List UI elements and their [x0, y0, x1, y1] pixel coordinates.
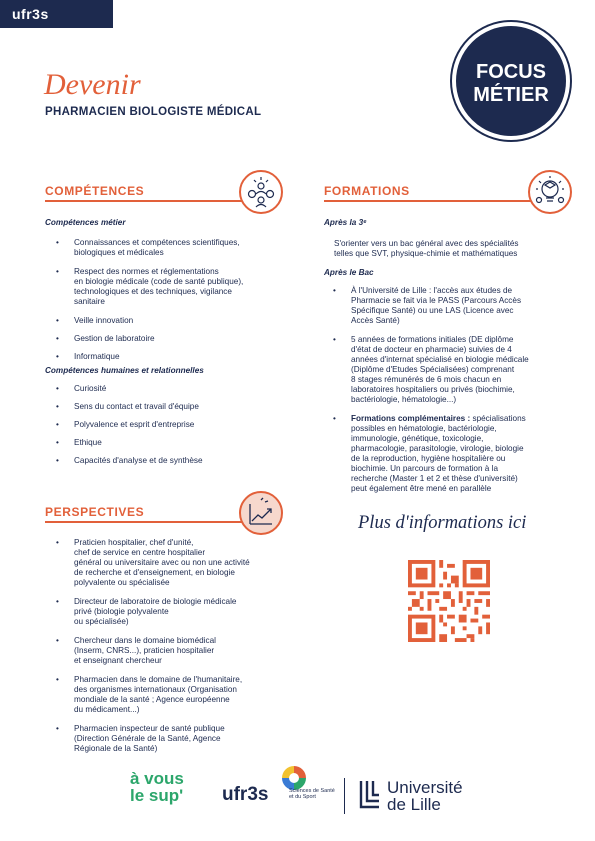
list-item	[46, 334, 286, 344]
header-tab	[0, 0, 113, 28]
formations-header	[324, 184, 572, 198]
list-item-text: Pharmacien dans le domaine de l'humanitaire, des organismes internationaux (Organisation mondiale de la santé ; Agence européenne du médicament...)	[74, 675, 243, 714]
list-item	[46, 636, 296, 666]
list-item	[323, 286, 575, 326]
list-item	[46, 352, 286, 362]
universite-lille-icon	[358, 779, 382, 811]
list-item	[46, 675, 296, 715]
list-item	[46, 724, 296, 754]
badge-line2: MÉTIER	[473, 84, 549, 106]
formations-heading: FORMATIONS	[324, 184, 410, 198]
list-item	[46, 538, 296, 588]
list-item-text: Curiosité	[74, 384, 107, 393]
apres-3e-subheading: Après la 3ᵉ	[324, 218, 367, 227]
logo-line: le sup'	[130, 786, 184, 805]
list-item	[46, 420, 286, 430]
list-item	[46, 267, 286, 307]
competences-header	[45, 184, 283, 198]
list-item-text: Respect des normes et réglementations en biologie médicale (code de santé publique), technologiques et des techniques, vigilance sanitaire	[74, 267, 244, 306]
list-item-text: Ethique	[74, 438, 102, 447]
competences-rule	[45, 200, 243, 202]
competences-metier-subheading: Compétences métier	[45, 218, 126, 227]
competences-humaines-subheading: Compétences humaines et relationnelles	[45, 366, 204, 375]
list-item-strong: Formations complémentaires :	[351, 414, 471, 423]
list-item-text: À l'Université de Lille : l'accès aux études de Pharmacie se fait via le PASS (Parcours Accès Spécifique Santé) ou une LAS (Licence avec Accès Santé)	[351, 286, 522, 325]
list-item-text: Informatique	[74, 352, 120, 361]
list-item-text: Directeur de laboratoire de biologie médicale privé (biologie polyvalente ou spécialisée)	[74, 597, 237, 626]
apres-bac-subheading: Après le Bac	[324, 268, 374, 277]
ufr3s-subtitle: Sciences de Santé et du Sport	[289, 788, 335, 800]
badge-line1: FOCUS	[476, 61, 546, 83]
ufr3s-logo: ufr3s	[12, 6, 49, 22]
list-item	[46, 316, 286, 326]
list-item-text: Sens du contact et travail d'équipe	[74, 402, 199, 411]
list-item	[46, 438, 286, 448]
competences-humaines-list	[46, 384, 286, 466]
a-vous-le-sup-logo	[130, 770, 184, 804]
focus-metier-badge	[452, 22, 570, 140]
formations-list	[323, 286, 575, 494]
team-skills-icon	[239, 170, 283, 214]
list-item-text: spécialisations possibles en hématologie, bactériologie, immunologie, génétique, toxicologie, pharmacologie, parasitologie, virologie, biologie de la reproduction, hygiène hospitalière ou biochimie. Un parcours de formation à la recherche (Master 1 et 2 et thèse d'université) peut également être mené en parallèle	[351, 414, 526, 493]
list-item	[323, 414, 575, 494]
perspectives-list	[46, 538, 296, 754]
list-item	[323, 335, 575, 405]
competences-metier-list	[46, 238, 286, 362]
list-item-text: Pharmacien inspecteur de santé publique (Direction Générale de la Santé, Agence Régionale de la Santé)	[74, 724, 225, 753]
growth-chart-icon	[239, 491, 283, 535]
list-item-text: 5 années de formations initiales (DE diplôme d'état de docteur en pharmacie) suivies de 4 années d'internat spécialisé en biologie médicale (Diplôme d'Etudes Spécialisées) comprenant 8 stages rémunérés de 6 mois chacun en laboratoires hospitaliers ou privés (biochimie, bactériologie, hématologie...)	[351, 335, 529, 404]
more-info-link[interactable]: Plus d'informations ici	[358, 513, 527, 533]
competences-heading: COMPÉTENCES	[45, 184, 145, 198]
list-item-text: Praticien hospitalier, chef d'unité, chef de service en centre hospitalier général ou universitaire avec ou non une activité de recherche et d'enseignement, en biologie polyvalente ou spécialisée	[74, 538, 250, 587]
list-item	[46, 597, 296, 627]
ufr3s-footer-logo: ufr3s	[222, 784, 269, 805]
list-item	[46, 238, 286, 258]
list-item	[46, 384, 286, 394]
title-devenir: Devenir	[44, 68, 141, 101]
universite-de-lille-logo	[387, 779, 463, 813]
list-item-text: Polyvalence et esprit d'entreprise	[74, 420, 195, 429]
logo-line: de Lille	[387, 795, 441, 814]
perspectives-heading: PERSPECTIVES	[45, 505, 145, 519]
list-item-text: Capacités d'analyse et de synthèse	[74, 456, 203, 465]
list-item-text: Chercheur dans le domaine biomédical (Inserm, CNRS...), praticien hospitalier et enseignant chercheur	[74, 636, 216, 665]
list-item-text: Gestion de laboratoire	[74, 334, 155, 343]
formations-rule	[324, 200, 532, 202]
logo-line: à vous	[130, 769, 184, 788]
page-title: PHARMACIEN BIOLOGISTE MÉDICAL	[45, 106, 262, 118]
qr-code[interactable]	[408, 560, 490, 642]
perspectives-rule	[45, 521, 243, 523]
apres-3e-text: S'orienter vers un bac général avec des spécialités telles que SVT, physique-chimie et mathématiques	[334, 239, 519, 258]
logo-line: Université	[387, 778, 463, 797]
list-item	[46, 456, 286, 466]
logo-divider	[344, 778, 345, 814]
graduate-lightbulb-icon	[528, 170, 572, 214]
list-item	[46, 402, 286, 412]
perspectives-header	[45, 505, 283, 519]
list-item-text: Connaissances et compétences scientifiques, biologiques et médicales	[74, 238, 240, 257]
list-item-text: Veille innovation	[74, 316, 134, 325]
